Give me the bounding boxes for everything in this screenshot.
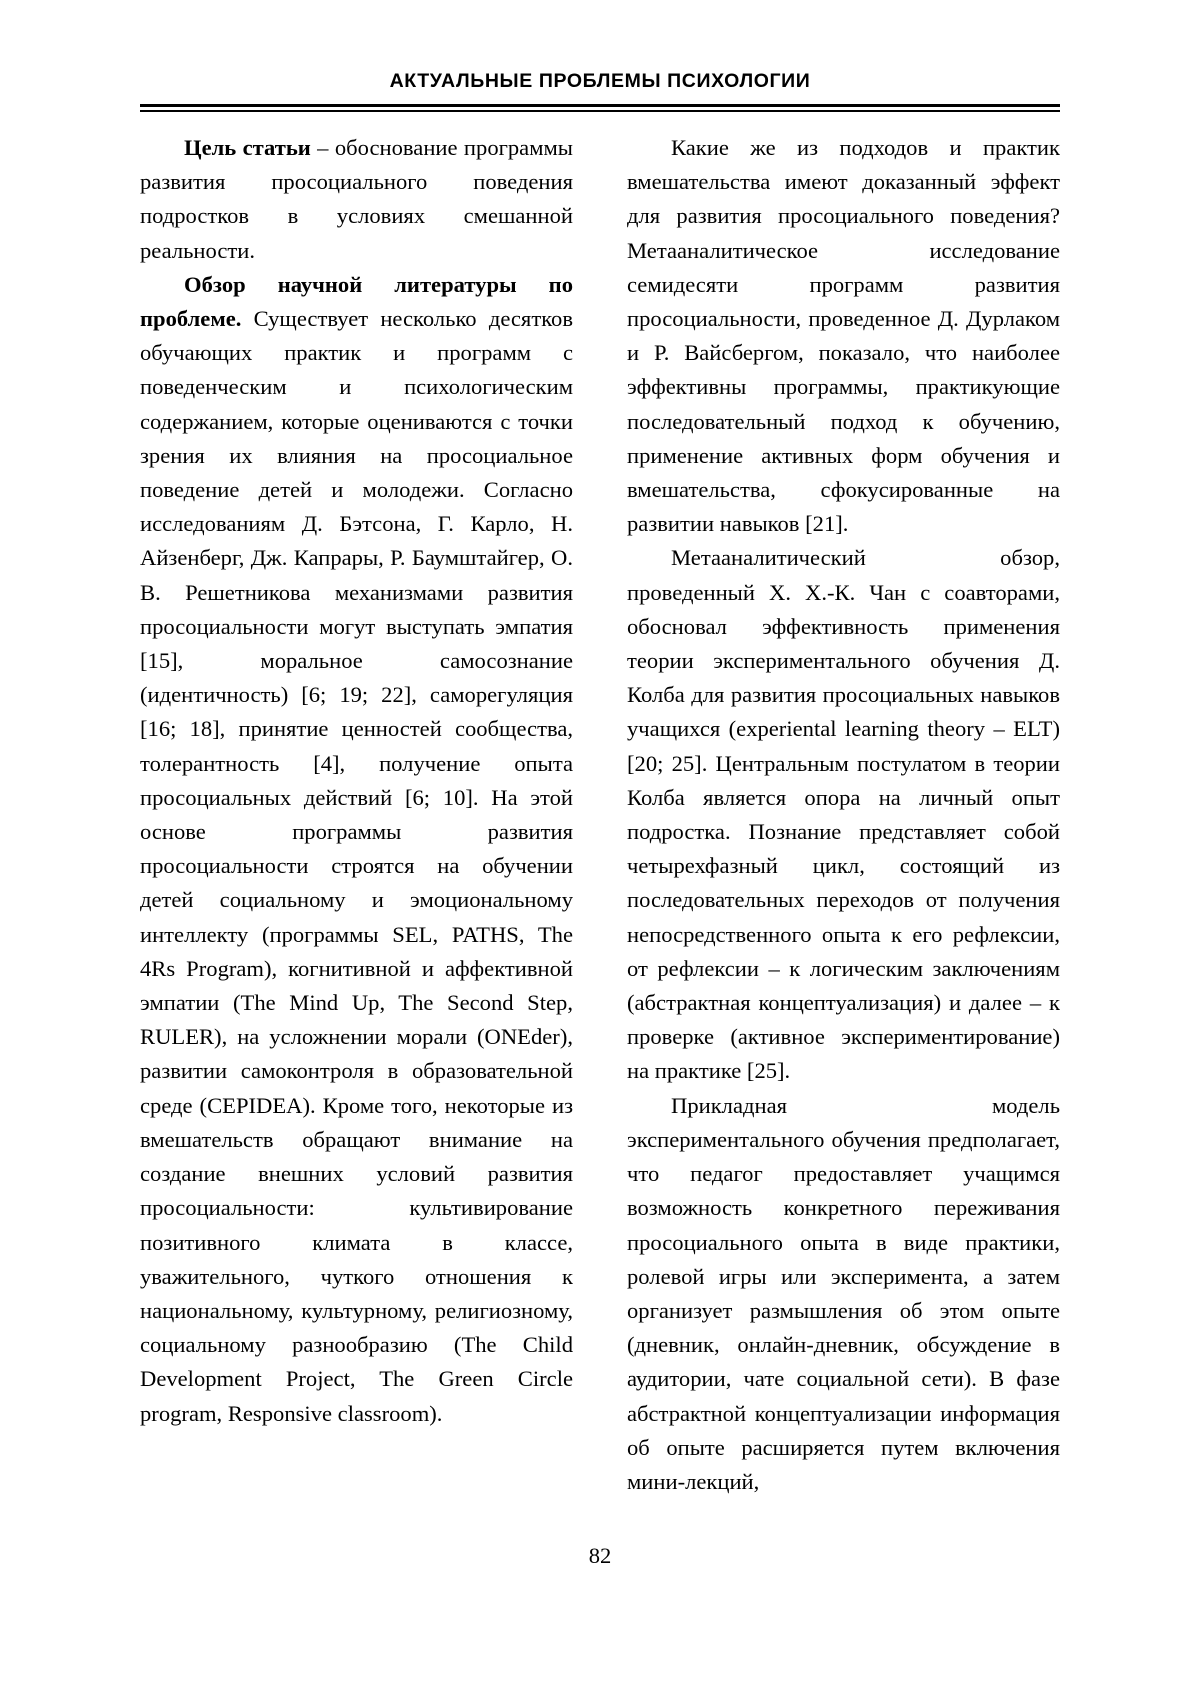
- paragraph-meta-analysis-durlak: Какие же из подходов и практик вмешательства имеют доказанный эффект для развития просоциального поведения? Метааналитическое исследование семидесяти программ развития просоциальности, проведенное Д. Дурлаком и Р. Вайсбергом, показало, что наиболее эффективны программы, практикующие последовательный подход к обучению, применение активных форм обучения и вмешательства, сфокусированные на развитии навыков [21].: [627, 135, 1060, 537]
- paragraph-meta-analysis-chan: Метааналитический обзор, проведенный Х. Х.-К. Чан с соавторами, обосновал эффективность применения теории экспериментального обучения Д. Колба для развития просоциальных навыков учащихся (experiental learning theory – ELT) [20; 25]. Центральным постулатом в теории Колба является опора на личный опыт подростка. Познание представляет собой четырехфазный цикл, состоящий из последовательных переходов от получения непосредственного опыта к его рефлексии, от рефлексии – к логическим заключениям (абстрактная концептуализация) и далее – к проверке (активное экспериментирование) на практике [25].: [627, 545, 1060, 1084]
- lead-in-aim: Цель статьи: [184, 135, 311, 160]
- left-column: [140, 131, 573, 1499]
- right-column: [627, 131, 1060, 1499]
- two-column-body: [140, 131, 1060, 1499]
- header-rule-thin: [140, 110, 1060, 112]
- paragraph-literature-review: [140, 268, 573, 1431]
- paragraph-applied-model: Прикладная модель экспериментального обучения предполагает, что педагог предоставляет учащимся возможность конкретного переживания просоциального опыта в виде практики, ролевой игры или эксперимента, а затем организует размышления об этом опыте (дневник, онлайн-дневник, обсуждение в аудитории, чате социальной сети). В фазе абстрактной концептуализации информация об опыте расширяется путем включения мини-лекций,: [627, 1092, 1060, 1494]
- page-number: 82: [588, 1543, 612, 1568]
- paragraph-aim-text: – обоснование программы развития просоциального поведения подростков в условиях смешанной реальности.: [140, 135, 573, 263]
- paragraph-literature-review-text: Существует несколько десятков обучающих практик и программ с поведенческим и психологическим содержанием, которые оцениваются с точки зрения их влияния на просоциальное поведение детей и молодежи. Согласно исследованиям Д. Бэтсона, Г. Карло, Н. Айзенберг, Дж. Капрары, Р. Баумштайгер, О. В. Решетникова механизмами развития просоциальности могут выступать эмпатия [15], моральное самосознание (идентичность) [6; 19; 22], саморегуляция [16; 18], принятие ценностей сообщества, толерантность [4], получение опыта просоциальных действий [6; 10]. На этой основе программы развития просоциальности строятся на обучении детей социальному и эмоциональному интеллекту (программы SEL, PATHS, The 4Rs Program), когнитивной и аффективной эмпатии (The Mind Up, The Second Step, RULER), на усложнении морали (ONEder), развитии самоконтроля в образовательной среде (CEPIDEA). Кроме того, некоторые из вмешательств обращают внимание на создание внешних условий развития просоциальности: культивирование позитивного климата в классе, уважительного, чуткого отношения к национальному, культурному, религиозному, социальному разнообразию (The Child Development Project, The Green Circle program, Responsive classroom).: [140, 306, 573, 1426]
- lead-in-literature-review: Обзор научной литературы по проблеме.: [140, 271, 573, 332]
- header-rule-thick: [140, 104, 1060, 107]
- running-header: АКТУАЛЬНЫЕ ПРОБЛЕМЫ ПСИХОЛОГИИ: [389, 70, 811, 92]
- paragraph-aim: [140, 131, 573, 268]
